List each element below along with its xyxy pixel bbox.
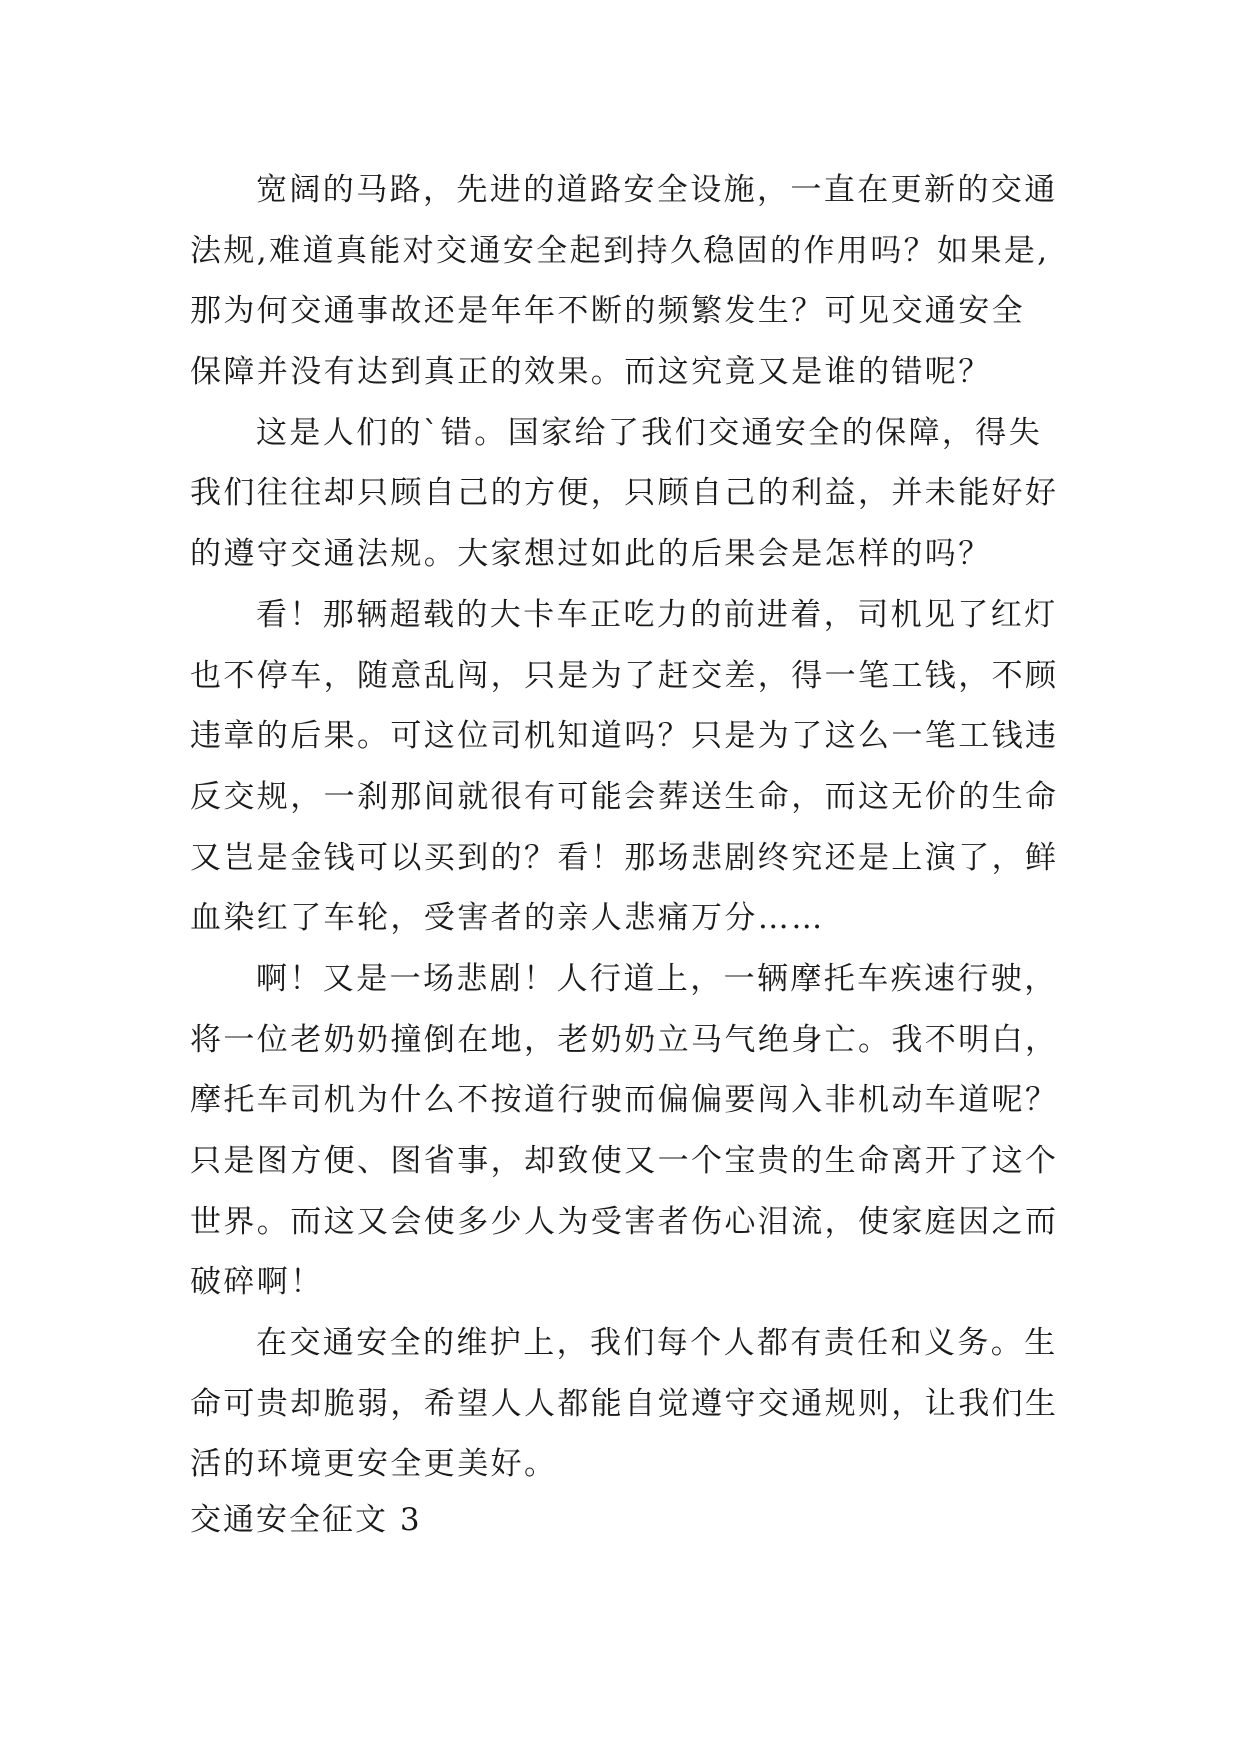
paragraph-4	[190, 949, 1090, 1313]
paragraph-line: 法规,难道真能对交通安全起到持久稳固的作用吗？如果是,	[190, 232, 1050, 269]
paragraph-line: 啊！又是一场悲剧！人行道上，一辆摩托车疾速行驶，	[256, 960, 1058, 997]
paragraph-2	[190, 403, 1090, 585]
paragraph-line: 只是图方便、图省事，却致使又一个宝贵的生命离开了这个	[190, 1143, 1059, 1179]
paragraph-3	[190, 585, 1090, 949]
paragraph-line: 血染红了车轮，受害者的亲人悲痛万分……	[190, 900, 825, 937]
paragraph-line: 违章的后果。可这位司机知道吗？只是为了这么一笔工钱违	[190, 718, 1059, 755]
paragraph-line: 保障并没有达到真正的效果。而这究竟又是谁的错呢？	[190, 354, 992, 391]
paragraph-line: 宽阔的马路，先进的道路安全设施，一直在更新的交通	[256, 172, 1058, 208]
paragraph-line: 也不停车，随意乱闯，只是为了赶交差，得一笔工钱，不顾	[190, 657, 1059, 694]
paragraph-line: 世界。而这又会使多少人为受害者伤心泪流，使家庭因之而	[190, 1203, 1059, 1240]
section-heading: 交通安全征文 3	[190, 1502, 422, 1538]
paragraph-line: 那为何交通事故还是年年不断的频繁发生？可见交通安全	[190, 293, 1025, 330]
paragraph-5	[190, 1313, 1090, 1495]
paragraph-line: 反交规，一刹那间就很有可能会葬送生命，而这无价的生命	[190, 778, 1059, 815]
paragraph-line: 命可贵却脆弱，希望人人都能自觉遵守交通规则，让我们生	[190, 1385, 1059, 1422]
paragraph-line: 的遵守交通法规。大家想过如此的后果会是怎样的吗？	[190, 536, 992, 573]
paragraph-line: 在交通安全的维护上，我们每个人都有责任和义务。生	[256, 1325, 1058, 1362]
paragraph-line: 我们往往却只顾自己的方便，只顾自己的利益，并未能好好	[190, 475, 1059, 512]
paragraph-line: 破碎啊！	[190, 1264, 324, 1301]
paragraph-line: 活的环境更安全更美好。	[190, 1446, 558, 1483]
paragraph-line: 摩托车司机为什么不按道行驶而偏偏要闯入非机动车道呢？	[190, 1082, 1059, 1119]
paragraph-1	[190, 160, 1090, 403]
paragraph-line: 将一位老奶奶撞倒在地，老奶奶立马气绝身亡。我不明白，	[190, 1021, 1059, 1058]
paragraph-line: 看！那辆超载的大卡车正吃力的前进着，司机见了红灯	[256, 596, 1058, 633]
paragraph-line: 这是人们的`错。国家给了我们交通安全的保障，得失	[256, 414, 1043, 451]
paragraph-line: 又岂是金钱可以买到的？看！那场悲剧终究还是上演了，鲜	[190, 839, 1059, 876]
essay-body	[190, 160, 1090, 1495]
